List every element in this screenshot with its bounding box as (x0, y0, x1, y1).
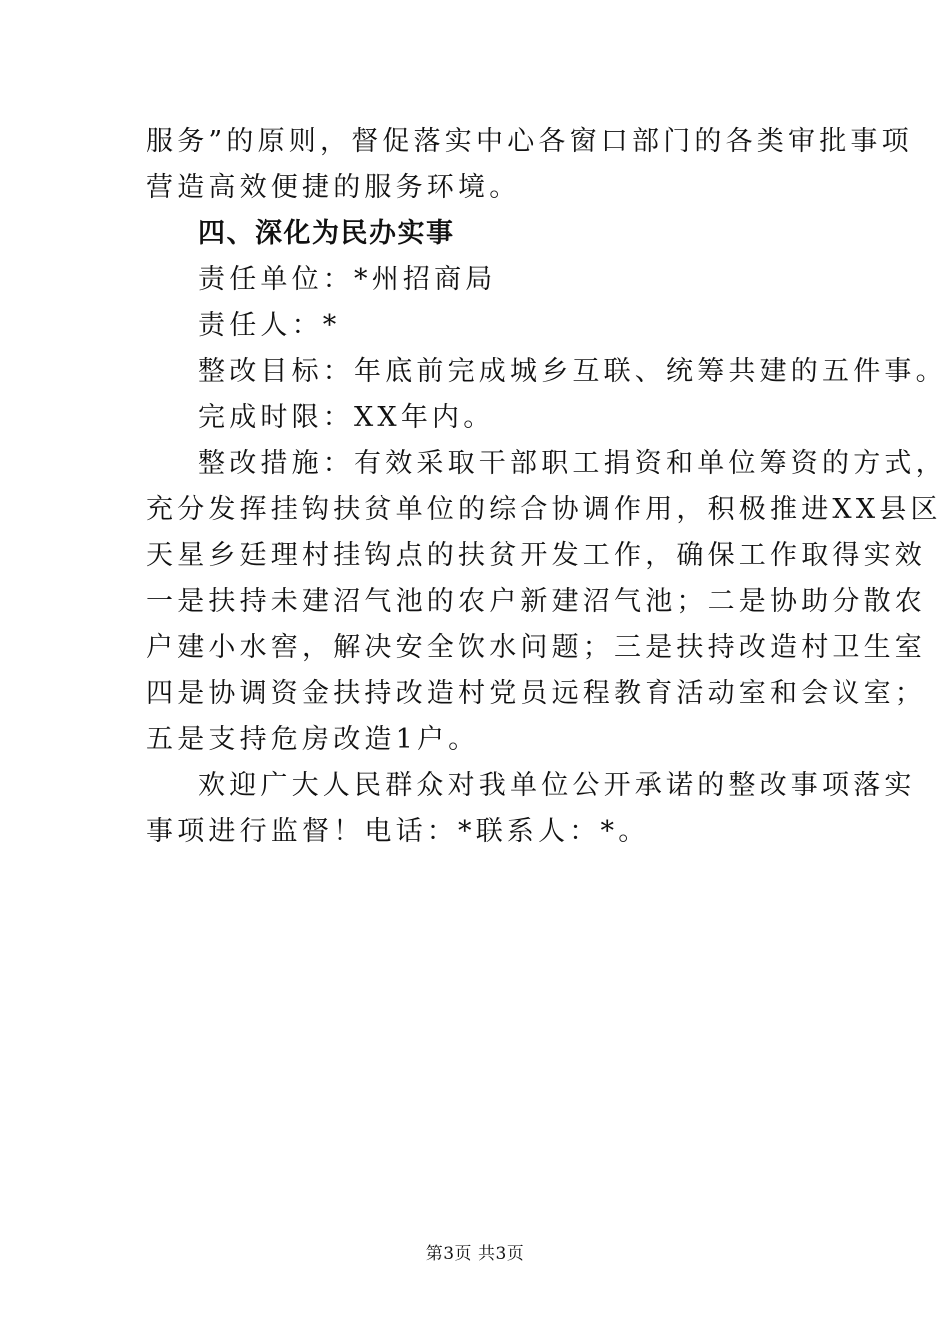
section-heading: 四、深化为民办实事 (198, 218, 455, 249)
rectification-goal: 整改目标：年底前完成城乡互联、统筹共建的五件事。 (198, 356, 947, 387)
closing-paragraph: 欢迎广大人民群众对我单位公开承诺的整改事项落实 (198, 770, 916, 801)
body-text-line: 一是扶持未建沼气池的农户新建沼气池；二是协助分散农 (146, 586, 926, 617)
body-text-line: 天星乡廷理村挂钩点的扶贫开发工作，确保工作取得实效 (146, 540, 926, 571)
measures-line: 整改措施：有效采取干部职工捐资和单位筹资的方式， (198, 448, 947, 479)
body-text-line: 五是支持危房改造1户。 (146, 724, 480, 755)
responsible-unit: 责任单位：*州招商局 (198, 264, 497, 295)
body-text-line: 户建小水窖，解决安全饮水问题；三是扶持改造村卫生室 (146, 632, 926, 663)
body-text-line: 服务”的原则，督促落实中心各窗口部门的各类审批事项 (146, 126, 913, 157)
body-text-line: 充分发挥挂钩扶贫单位的综合协调作用，积极推进XX县区 (146, 494, 942, 525)
contact-line: 事项进行监督！电话：*联系人：*。 (146, 816, 650, 847)
responsible-person: 责任人：* (198, 310, 341, 341)
deadline: 完成时限：XX年内。 (198, 402, 495, 433)
body-text-line: 营造高效便捷的服务环境。 (146, 172, 521, 203)
body-text-line: 四是协调资金扶持改造村党员远程教育活动室和会议室； (146, 678, 926, 709)
page-footer: 第3页 共3页 (425, 1244, 525, 1264)
